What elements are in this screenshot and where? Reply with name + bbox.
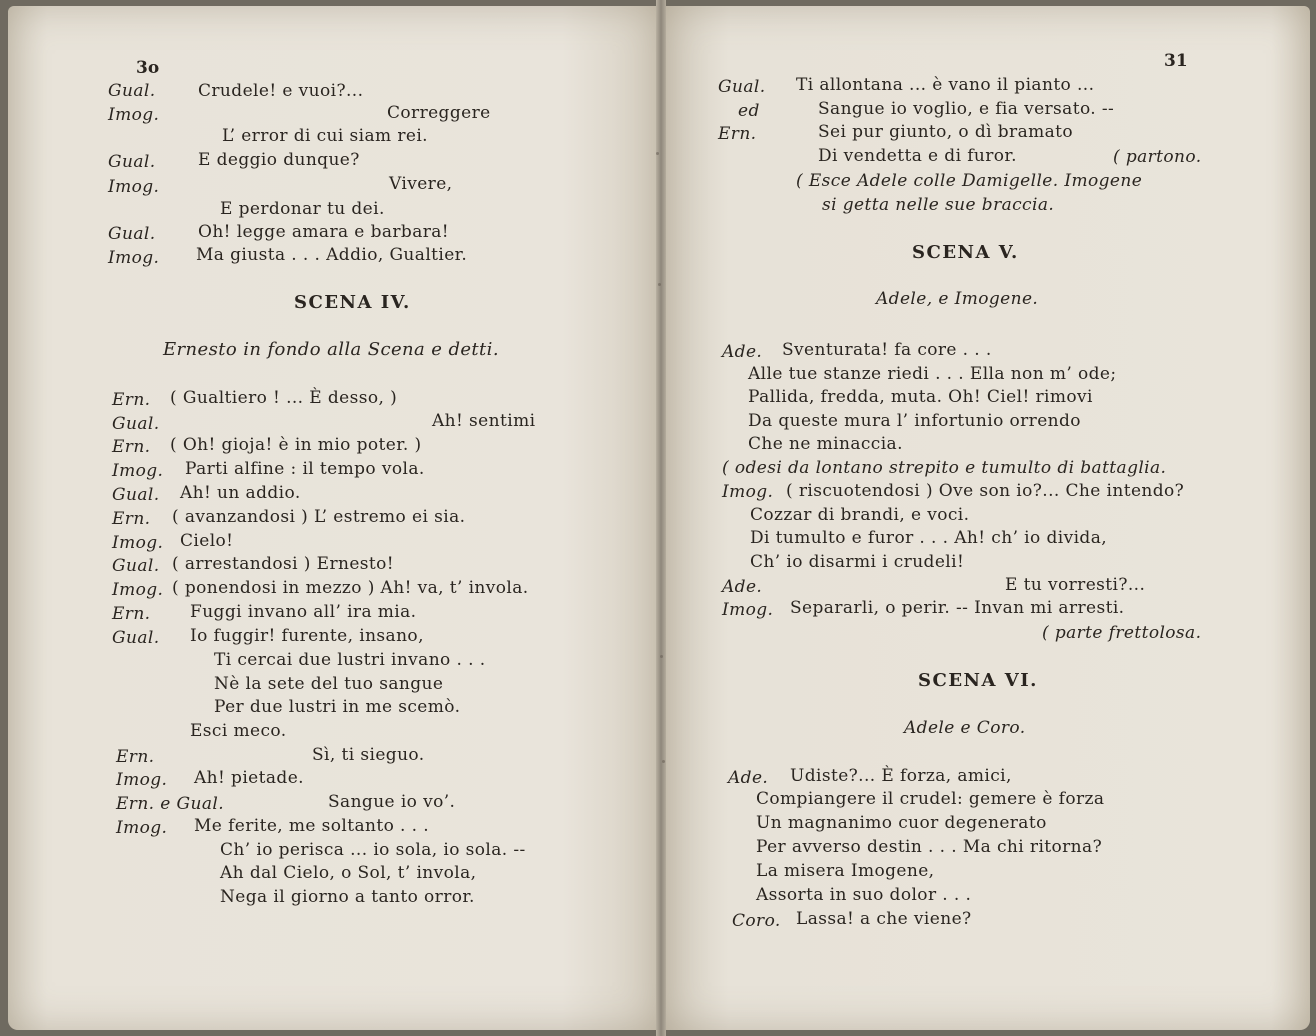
- stage-direction: ( parte frettolosa.: [1042, 623, 1202, 643]
- verse-line: Ah! sentimi: [432, 411, 536, 431]
- paper-speck: [662, 760, 665, 763]
- verse-line: Nega il giorno a tanto orror.: [220, 887, 475, 907]
- speaker-label: ed: [738, 101, 760, 121]
- verse-line: Ah! pietade.: [194, 768, 304, 788]
- stage-direction: si getta nelle sue braccia.: [822, 195, 1055, 215]
- speaker-label: Imog.: [722, 600, 774, 620]
- verse-line: Un magnanimo cuor degenerato: [756, 813, 1047, 833]
- stage-direction: ( Esce Adele colle Damigelle. Imogene: [796, 171, 1143, 191]
- verse-line: Crudele! e vuoi?...: [198, 81, 364, 101]
- verse-line: Ti cercai due lustri invano . . .: [214, 650, 486, 670]
- scene-heading: SCENA VI.: [918, 670, 1038, 691]
- speaker-label: Ade.: [728, 768, 769, 788]
- verse-line: Che ne minaccia.: [748, 434, 903, 454]
- speaker-label: Gual.: [112, 414, 160, 434]
- speaker-label: Gual.: [108, 224, 156, 244]
- verse-line: Nè la sete del tuo sangue: [214, 674, 444, 694]
- scene-heading: SCENA IV.: [294, 292, 411, 313]
- book-gutter: [656, 0, 666, 1036]
- verse-line: Di tumulto e furor . . . Ah! ch’ io divida,: [750, 528, 1108, 548]
- speaker-label: Imog.: [116, 770, 168, 790]
- speaker-label: Ern. e Gual.: [116, 794, 225, 814]
- verse-line: Sangue io voglio, e fia versato. --: [818, 99, 1115, 119]
- speaker-label: Ade.: [722, 577, 763, 597]
- speaker-label: Imog.: [112, 461, 164, 481]
- speaker-label: Gual.: [108, 152, 156, 172]
- page-number-right: 31: [1164, 51, 1188, 71]
- verse-line: E deggio dunque?: [198, 150, 360, 170]
- verse-line: Me ferite, me soltanto . . .: [194, 816, 430, 836]
- verse-line: Di vendetta e di furor.: [818, 146, 1017, 166]
- verse-line: ( Gualtiero ! ... È desso, ): [170, 388, 398, 408]
- paper-speck: [660, 655, 663, 658]
- speaker-label: Gual.: [112, 628, 160, 648]
- verse-line: Esci meco.: [190, 721, 287, 741]
- speaker-label: Ern.: [112, 509, 151, 529]
- speaker-label: Gual.: [108, 81, 156, 101]
- verse-line: Lassa! a che viene?: [796, 909, 972, 929]
- speaker-label: Imog.: [108, 177, 160, 197]
- verse-line: Sei pur giunto, o dì bramato: [818, 122, 1074, 142]
- verse-line: Udiste?... È forza, amici,: [790, 766, 1012, 786]
- verse-line: ( arrestandosi ) Ernesto!: [172, 554, 395, 574]
- speaker-label: Gual.: [112, 485, 160, 505]
- verse-line: Alle tue stanze riedi . . . Ella non m’ ode;: [748, 364, 1117, 384]
- speaker-label: Coro.: [732, 911, 781, 931]
- scene-subheading: Ernesto in fondo alla Scena e detti.: [163, 339, 499, 360]
- verse-line: Da queste mura l’ infortunio orrendo: [748, 411, 1081, 431]
- verse-line: Per avverso destin . . . Ma chi ritorna?: [756, 837, 1103, 857]
- paper-speck: [658, 283, 661, 286]
- paper-speck: [656, 152, 659, 155]
- verse-line: Compiangere il crudel: gemere è forza: [756, 789, 1105, 809]
- verse-line: Cielo!: [180, 531, 234, 551]
- stage-direction: ( odesi da lontano strepito e tumulto di battaglia.: [722, 458, 1167, 478]
- verse-line: Ah! un addio.: [180, 483, 301, 503]
- speaker-label: Ade.: [722, 342, 763, 362]
- speaker-label: Ern.: [718, 124, 757, 144]
- speaker-label: Imog.: [108, 248, 160, 268]
- speaker-label: Ern.: [112, 390, 151, 410]
- speaker-label: Imog.: [722, 482, 774, 502]
- verse-line: Correggere: [387, 103, 491, 123]
- speaker-label: Imog.: [108, 105, 160, 125]
- verse-line: Ah dal Cielo, o Sol, t’ invola,: [220, 863, 477, 883]
- verse-line: ( ponendosi in mezzo ) Ah! va, t’ invola.: [172, 578, 529, 598]
- verse-line: ( Oh! gioja! è in mio poter. ): [170, 435, 422, 455]
- verse-line: Parti alfine : il tempo vola.: [185, 459, 425, 479]
- verse-line: Ma giusta . . . Addio, Gualtier.: [196, 245, 468, 265]
- verse-line: La misera Imogene,: [756, 861, 935, 881]
- verse-line: E perdonar tu dei.: [220, 199, 385, 219]
- speaker-label: Gual.: [112, 556, 160, 576]
- verse-line: ( riscuotendosi ) Ove son io?... Che intendo?: [786, 481, 1185, 501]
- speaker-label: Ern.: [112, 437, 151, 457]
- speaker-label: Imog.: [112, 580, 164, 600]
- speaker-label: Ern.: [112, 604, 151, 624]
- stage-direction: ( partono.: [1113, 147, 1202, 167]
- speaker-label: Imog.: [116, 818, 168, 838]
- speaker-label: Gual.: [718, 77, 766, 97]
- verse-line: E tu vorresti?...: [1005, 575, 1146, 595]
- verse-line: Cozzar di brandi, e voci.: [750, 505, 970, 525]
- verse-line: L’ error di cui siam rei.: [222, 126, 428, 146]
- verse-line: Sì, ti sieguo.: [312, 745, 425, 765]
- verse-line: Separarli, o perir. -- Invan mi arresti.: [790, 598, 1125, 618]
- verse-line: Vivere,: [389, 174, 453, 194]
- verse-line: Sangue io vo’.: [328, 792, 456, 812]
- verse-line: Ch’ io perisca ... io sola, io sola. --: [220, 840, 526, 860]
- verse-line: Per due lustri in me scemò.: [214, 697, 461, 717]
- verse-line: Ch’ io disarmi i crudeli!: [750, 552, 965, 572]
- scene-subheading: Adele, e Imogene.: [876, 289, 1039, 309]
- scene-subheading: Adele e Coro.: [904, 718, 1026, 738]
- verse-line: ( avanzandosi ) L’ estremo ei sia.: [172, 507, 466, 527]
- scene-heading: SCENA V.: [912, 242, 1019, 263]
- verse-line: Assorta in suo dolor . . .: [756, 885, 972, 905]
- speaker-label: Ern.: [116, 747, 155, 767]
- verse-line: Fuggi invano all’ ira mia.: [190, 602, 417, 622]
- verse-line: Pallida, fredda, muta. Oh! Ciel! rimovi: [748, 387, 1093, 407]
- verse-line: Ti allontana ... è vano il pianto ...: [796, 75, 1095, 95]
- page-number-left: 3o: [136, 58, 160, 78]
- speaker-label: Imog.: [112, 533, 164, 553]
- verse-line: Oh! legge amara e barbara!: [198, 222, 450, 242]
- verse-line: Io fuggir! furente, insano,: [190, 626, 424, 646]
- verse-line: Sventurata! fa core . . .: [782, 340, 992, 360]
